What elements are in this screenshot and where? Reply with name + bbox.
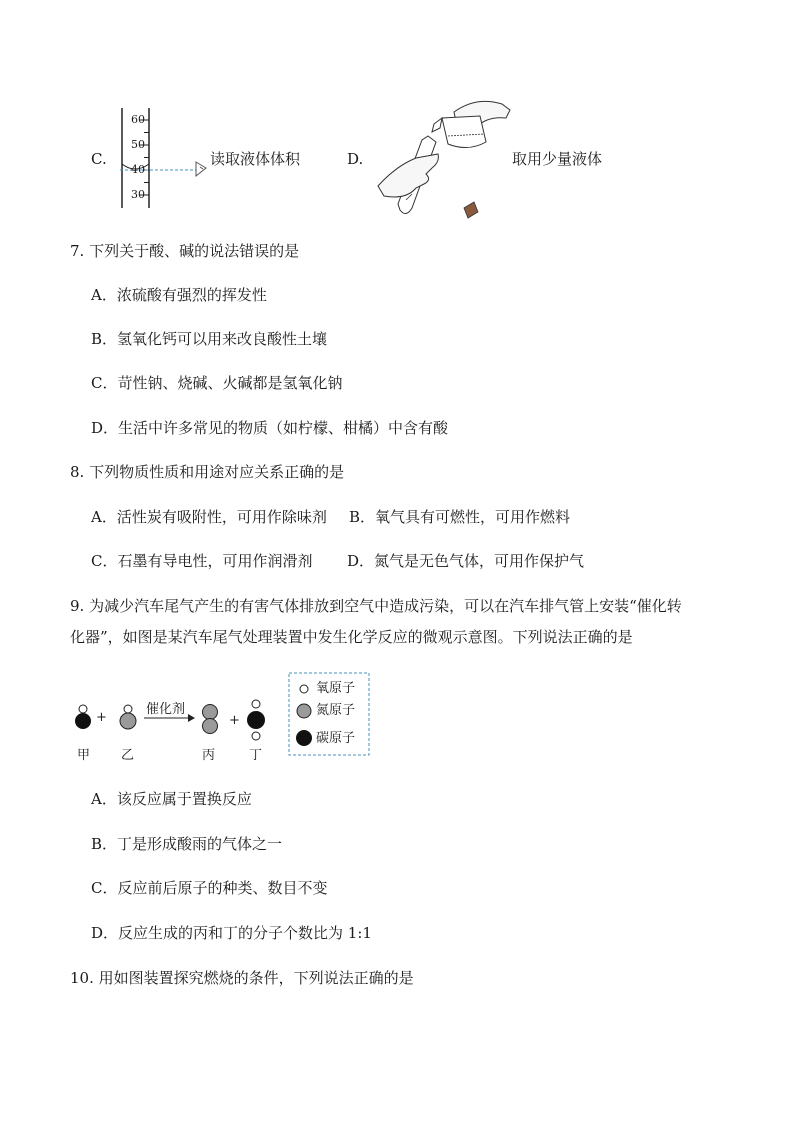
question-10-stem: 10. 用如图装置探究燃烧的条件，下列说法正确的是 (70, 969, 414, 987)
question-7-option-b: B．氢氧化钙可以用来改良酸性土壤 (91, 330, 328, 348)
option-c-letter: C. (91, 150, 107, 168)
question-8-option-c: C．石墨有导电性，可用作润滑剂 (91, 552, 313, 570)
carbon-atom (247, 711, 265, 729)
tick-label: 30 (131, 188, 145, 201)
arrow-head (188, 714, 195, 722)
oxygen-atom (79, 705, 87, 713)
question-9-option-c: C．反应前后原子的种类、数目不变 (91, 879, 328, 897)
oxygen-atom (252, 700, 260, 708)
question-8-option-a: A．活性炭有吸附性，可用作除味剂 (91, 508, 327, 526)
nitrogen-atom (203, 719, 218, 734)
question-9-stem-line-1: 9. 为减少汽车尾气产生的有害气体排放到空气中造成污染，可以在汽车排气管上安装“催化转 (70, 597, 682, 615)
option-c-caption: 读取液体体积 (210, 150, 301, 168)
tick-label: 50 (131, 138, 145, 151)
oxygen-atom (124, 705, 132, 713)
carbon-atom (75, 713, 91, 729)
oxygen-atom (252, 732, 260, 740)
tick-label: 40 (131, 163, 145, 176)
question-8-option-d: D．氮气是无色气体，可用作保护气 (347, 552, 585, 570)
plus-sign: + (96, 710, 107, 725)
tick-label: 60 (131, 113, 145, 126)
legend-oxygen-label: 氧原子 (316, 681, 356, 696)
legend-nitrogen-label: 氮原子 (316, 703, 356, 718)
question-7-stem: 7. 下列关于酸、碱的说法错误的是 (70, 242, 300, 260)
question-8-stem: 8. 下列物质性质和用途对应关系正确的是 (70, 463, 345, 481)
eye-icon (196, 162, 206, 176)
molecule-label-bing: 丙 (202, 748, 216, 763)
nitrogen-atom (120, 713, 136, 729)
plus-sign: + (229, 713, 240, 728)
question-9-stem-line-2: 化器”，如图是某汽车尾气处理装置中发生化学反应的微观示意图。下列说法正确的是 (70, 628, 633, 646)
molecule-label-ding: 丁 (249, 748, 263, 763)
question-8-option-b: B．氧气具有可燃性，可用作燃料 (349, 508, 571, 526)
question-9-option-b: B．丁是形成酸雨的气体之一 (91, 835, 283, 853)
legend-carbon-icon (296, 730, 312, 746)
question-7-option-d: D．生活中许多常见的物质（如柠檬、柑橘）中含有酸 (91, 419, 449, 437)
question-9-option-a: A．该反应属于置换反应 (91, 790, 252, 808)
question-7-option-c: C．苛性钠、烧碱、火碱都是氢氧化钠 (91, 374, 343, 392)
question-9-option-d: D．反应生成的丙和丁的分子个数比为 1:1 (91, 924, 372, 942)
legend-nitrogen-icon (297, 704, 311, 718)
option-d-caption: 取用少量液体 (512, 150, 603, 168)
graduated-cylinder-figure (112, 104, 212, 212)
molecule-label-jia: 甲 (77, 748, 91, 763)
option-d-letter: D. (347, 150, 364, 168)
nitrogen-atom (203, 705, 218, 720)
molecule-label-yi: 乙 (121, 748, 135, 763)
pour-liquid-figure (376, 96, 516, 220)
legend-oxygen-icon (300, 685, 308, 693)
legend-carbon-label: 碳原子 (316, 731, 356, 746)
catalyst-label: 催化剂 (146, 702, 186, 717)
question-7-option-a: A．浓硫酸有强烈的挥发性 (91, 286, 267, 304)
